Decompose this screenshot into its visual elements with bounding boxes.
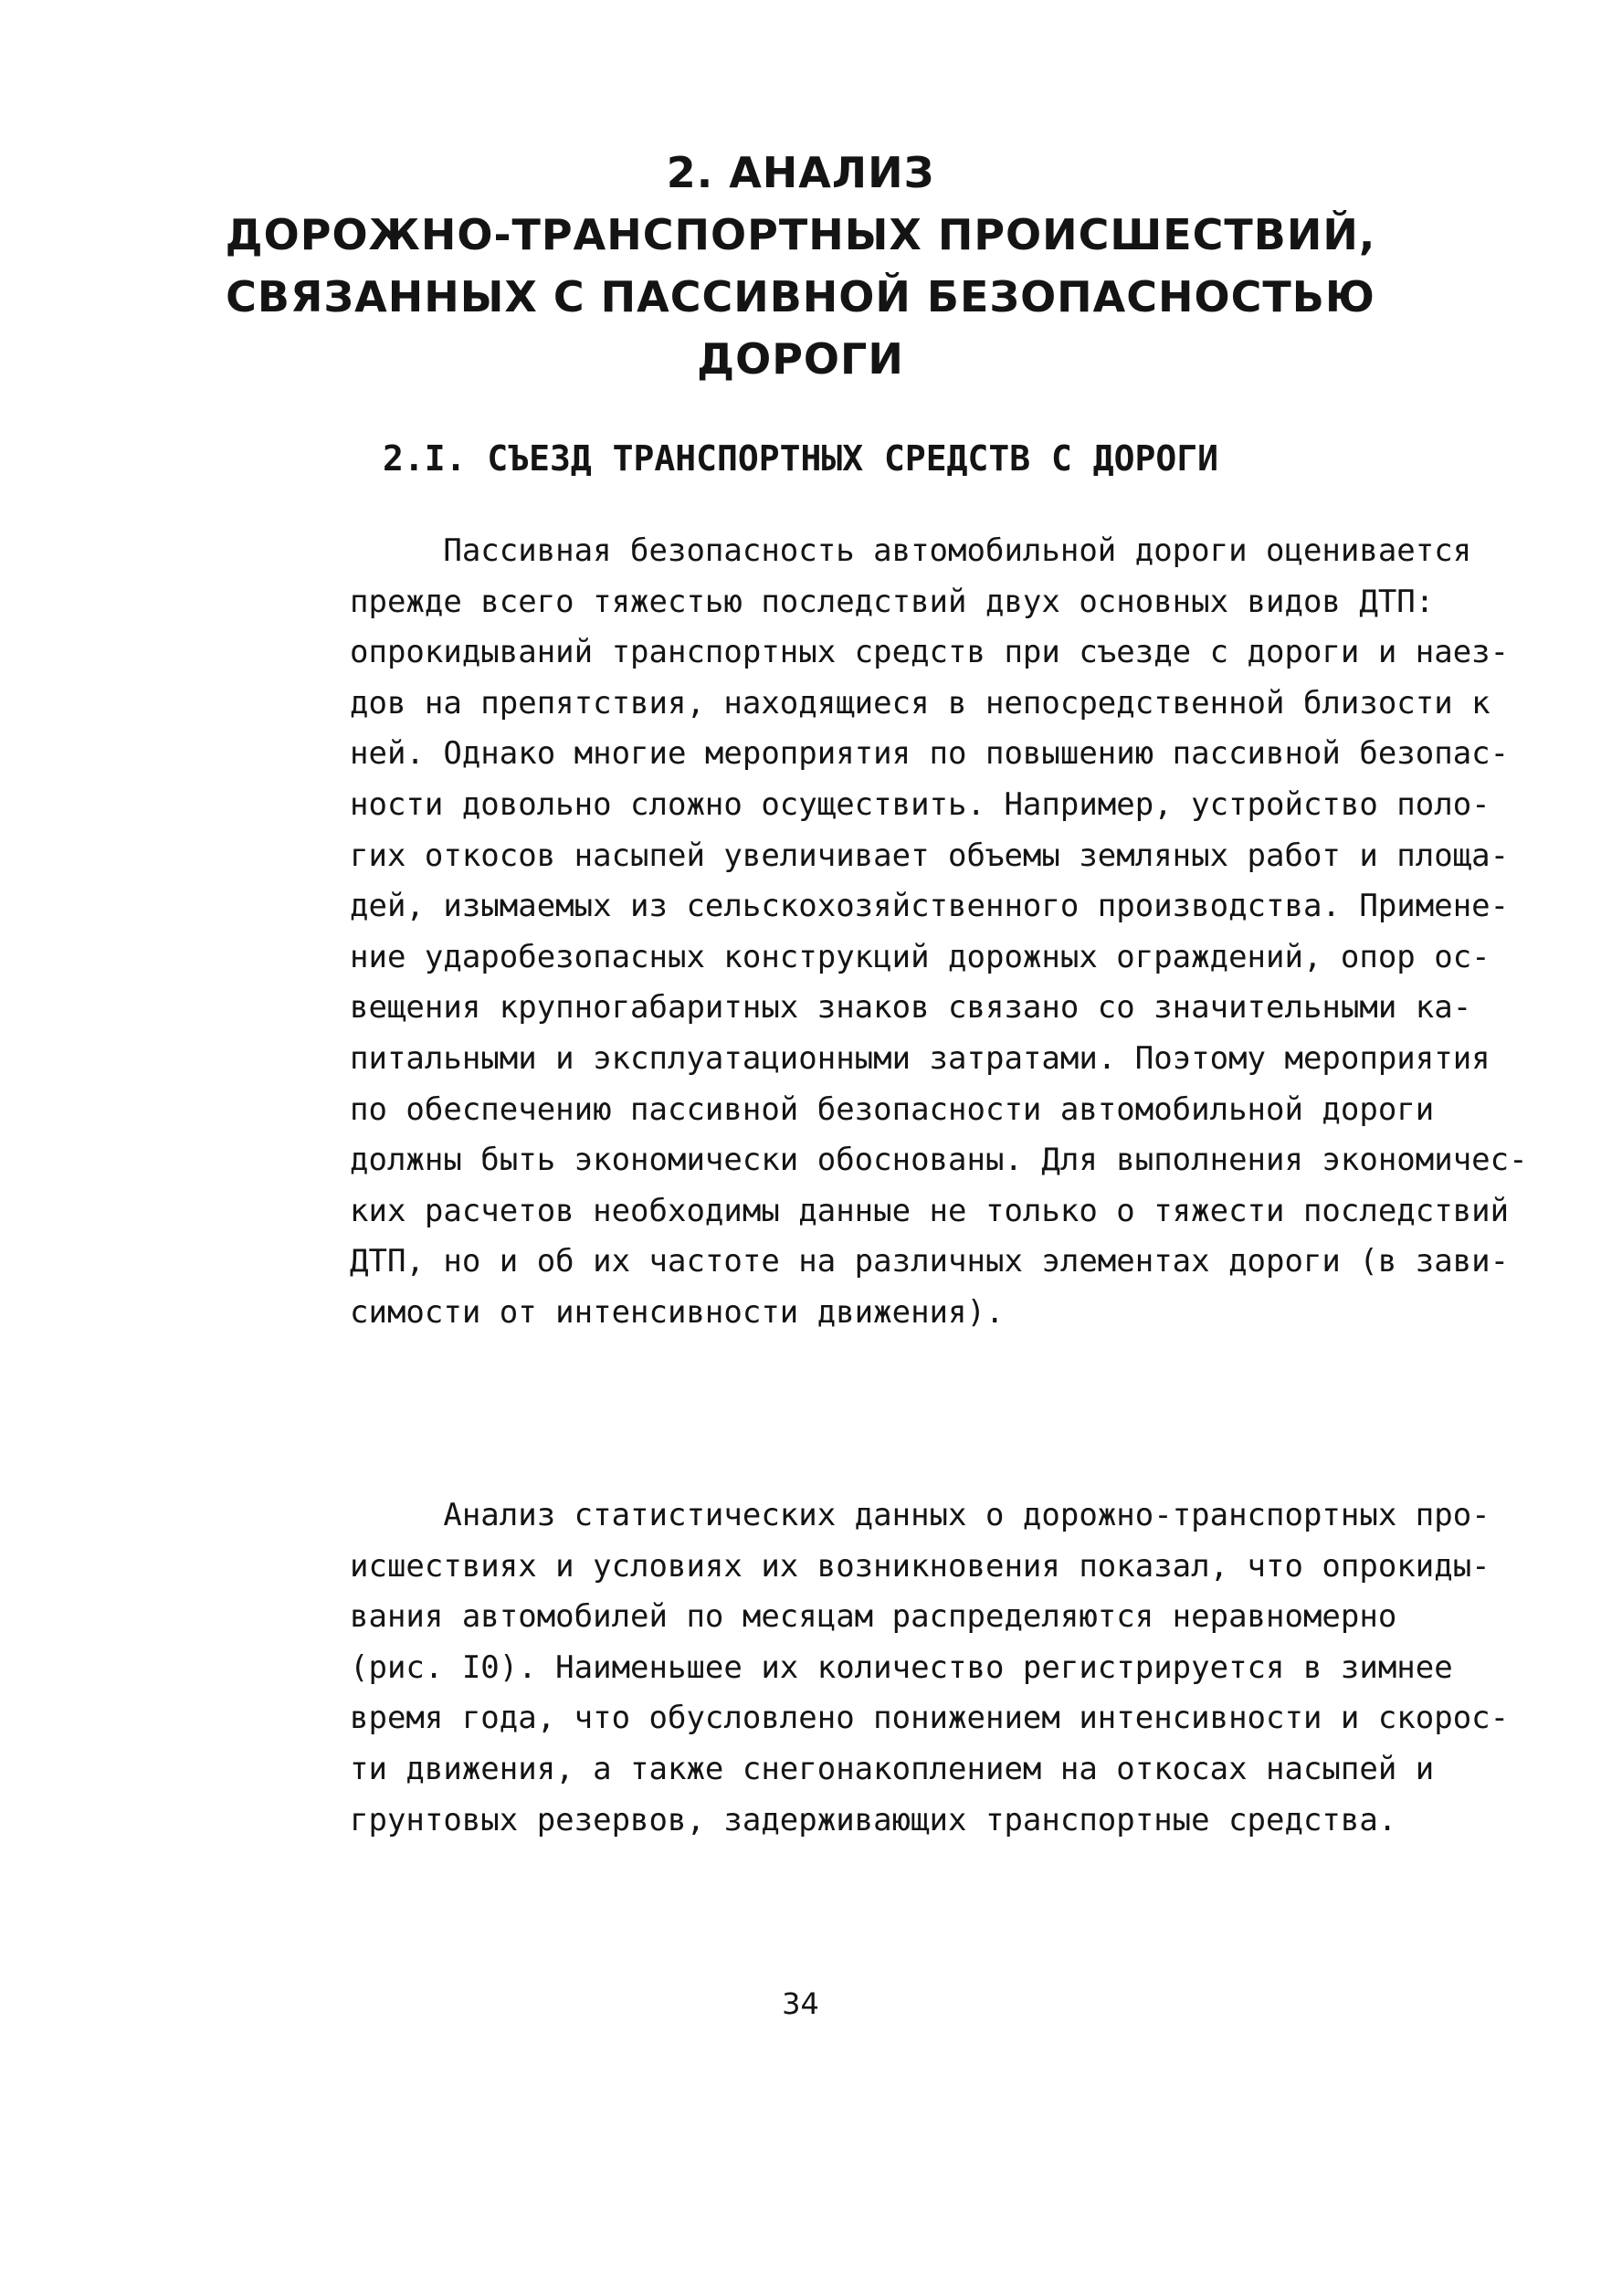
chapter-title-line-2: ДОРОЖНО-ТРАНСПОРТНЫХ ПРОИСШЕСТВИЙ, bbox=[225, 210, 1376, 259]
paragraph-line: вещения крупногабаритных знаков связано со значительными ка- bbox=[350, 989, 1472, 1027]
page-number: 34 bbox=[782, 1986, 819, 2021]
paragraph-line: симости от интенсивности движения). bbox=[350, 1293, 1005, 1331]
paragraph-line: Пассивная безопасность автомобильной дороги оценивается bbox=[350, 532, 1472, 569]
chapter-title-line-3: СВЯЗАННЫХ С ПАССИВНОЙ БЕЗОПАСНОСТЬЮ bbox=[226, 272, 1375, 321]
paragraph-line: вания автомобилей по месяцам распределяются неравномерно bbox=[350, 1598, 1397, 1636]
chapter-title-line-1: 2. АНАЛИЗ bbox=[666, 148, 935, 197]
paragraph-line: по обеспечению пассивной безопасности автомобильной дороги bbox=[350, 1090, 1435, 1128]
paragraph-line: Анализ статистических данных о дорожно-транспортных про- bbox=[350, 1497, 1490, 1533]
section-title: 2.I. СЪЕЗД ТРАНСПОРТНЫХ СРЕДСТВ С ДОРОГИ bbox=[382, 438, 1219, 479]
paragraph-line: питальными и эксплуатационными затратами. Поэтому мероприятия bbox=[350, 1039, 1490, 1077]
paragraph-1 bbox=[350, 526, 1528, 1339]
paragraph-2 bbox=[350, 1490, 1510, 1846]
paragraph-line: должны быть экономически обоснованы. Для выполнения экономичес- bbox=[350, 1142, 1528, 1179]
paragraph-line: ДТП, но и об их частоте на различных элементах дороги (в зави- bbox=[350, 1243, 1510, 1280]
paragraph-line: ности довольно сложно осуществить. Например, устройство поло- bbox=[350, 785, 1490, 823]
paragraph-line: грунтовых резервов, задерживающих транспортные средства. bbox=[350, 1801, 1397, 1838]
paragraph-line: время года, что обусловлено понижением интенсивности и скорос- bbox=[350, 1700, 1510, 1737]
paragraph-line: ние ударобезопасных конструкций дорожных ограждений, опор ос- bbox=[350, 938, 1490, 975]
paragraph-line: исшествиях и условиях их возникновения показал, что опрокиды- bbox=[350, 1547, 1490, 1585]
paragraph-line: ти движения, а также снегонакоплением на откосах насыпей и bbox=[350, 1750, 1435, 1787]
paragraph-line: ней. Однако многие мероприятия по повышению пассивной безопас- bbox=[350, 735, 1510, 773]
paragraph-line: дов на препятствия, находящиеся в непосредственной близости к bbox=[350, 684, 1490, 721]
paragraph-line: ких расчетов необходимы данные не только о тяжести последствий bbox=[350, 1192, 1510, 1229]
paragraph-line: дей, изымаемых из сельскохозяйственного производства. Примене- bbox=[350, 888, 1510, 925]
paragraph-line: опрокидываний транспортных средств при съезде с дороги и наез- bbox=[350, 634, 1510, 671]
chapter-title-line-4: ДОРОГИ bbox=[697, 334, 904, 384]
paragraph-line: (рис. I0). Наименьшее их количество регистрируется в зимнее bbox=[350, 1648, 1453, 1686]
paragraph-line: прежде всего тяжестью последствий двух основных видов ДТП: bbox=[350, 583, 1435, 620]
paragraph-line: гих откосов насыпей увеличивает объемы земляных работ и площа- bbox=[350, 837, 1510, 874]
